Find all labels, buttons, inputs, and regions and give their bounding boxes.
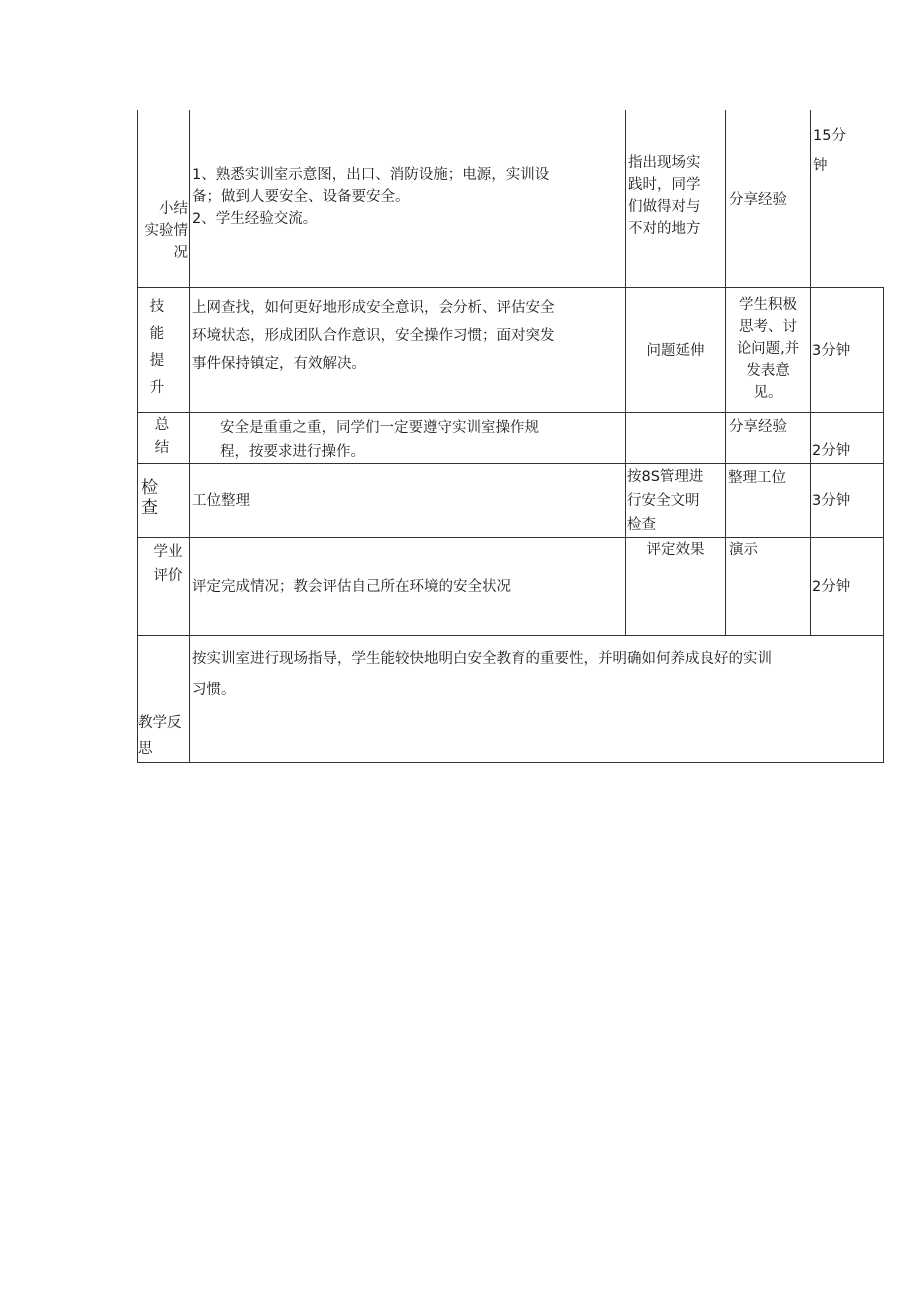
student-activity: 整理工位	[728, 470, 786, 486]
time-allocation: 2分钟	[812, 443, 851, 459]
teacher-activity: 指出现场实 践时，同学 们做得对与 不对的地方	[628, 155, 701, 237]
row-content: 评定完成情况；教会评估自己所在环境的安全状况	[192, 579, 511, 595]
time-allocation: 3分钟	[812, 343, 851, 359]
student-activity: 分享经验	[729, 192, 787, 208]
student-activity: 学生积极 思考、讨 论问题,并 发表意 见。	[736, 297, 800, 401]
row-label: 检 查	[141, 478, 158, 518]
row-label: 学业 评价	[153, 544, 183, 584]
teacher-activity: 评定效果	[646, 542, 705, 558]
time-allocation: 2分钟	[812, 579, 851, 595]
table-border-right	[883, 287, 884, 762]
table-row-divider	[137, 635, 884, 636]
row-content: 工位整理	[192, 493, 250, 509]
teacher-activity: 按8S管理进 行安全文明 检查	[627, 469, 704, 533]
row-content: 上网查找，如何更好地形成安全意识，会分析、评估安全 环境状态，形成团队合作意识，安全操作习惯；面对突发 事件保持镇定，有效解决。	[192, 300, 555, 372]
student-activity: 演示	[729, 542, 758, 558]
table-row-divider	[137, 287, 884, 288]
teacher-activity: 问题延伸	[646, 343, 705, 359]
row-content: 1、熟悉实训室示意图，出口、消防设施；电源，实训设 备；做到人要安全、设备要安全。 2、学生经验交流。	[192, 167, 550, 227]
table-row-divider	[137, 412, 884, 413]
row-content: 安全是重重之重，同学们一定要遵守实训室操作规 程，按要求进行操作。	[220, 420, 539, 460]
table-border-bottom	[137, 762, 884, 763]
table-row-divider	[137, 537, 884, 538]
row-label: 教学反 思	[138, 715, 182, 757]
time-allocation: 15分 钟	[813, 128, 846, 174]
row-content: 按实训室进行现场指导，学生能较快地明白安全教育的重要性，并明确如何养成良好的实训 习惯。	[192, 651, 772, 698]
row-label: 技 能 提 升	[149, 299, 165, 396]
row-label: 小结 实验情 况	[144, 201, 188, 261]
student-activity: 分享经验	[729, 419, 787, 435]
table-column-divider	[810, 110, 811, 635]
time-allocation: 3分钟	[812, 493, 851, 509]
row-label: 总 结	[154, 417, 170, 456]
